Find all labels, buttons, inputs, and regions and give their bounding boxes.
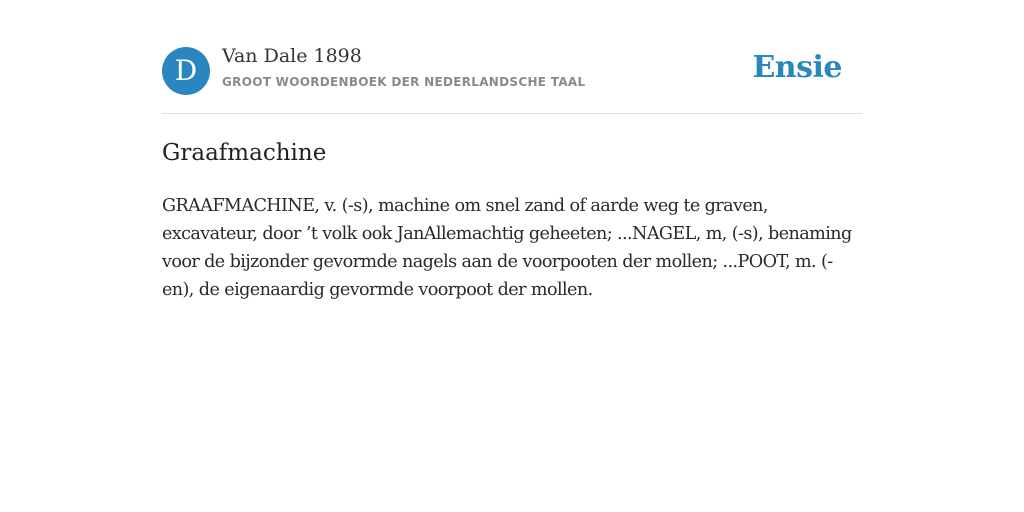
dictionary-title[interactable]: Van Dale 1898 bbox=[222, 45, 362, 67]
entry-title: Graafmachine bbox=[162, 140, 327, 166]
ensie-logo[interactable]: Ensie bbox=[752, 50, 842, 85]
dictionary-logo[interactable]: D bbox=[162, 47, 210, 95]
dictionary-subtitle: GROOT WOORDENBOEK DER NEDERLANDSCHE TAAL bbox=[222, 75, 586, 89]
page-container bbox=[162, 0, 862, 304]
entry-definition: GRAAFMACHINE, v. (-s), machine om snel zand of aarde weg te graven, excavateur, door ’t volk ook JanAllemachtig geheeten; ...NAGEL, m, (-s), benaming voor de bijzonder gevormde nagels aan de voorpooten der mollen; ...POOT, m. (-en), de eigenaardig gevormde voorpoot der mollen. bbox=[162, 196, 852, 300]
page-header bbox=[162, 0, 862, 114]
